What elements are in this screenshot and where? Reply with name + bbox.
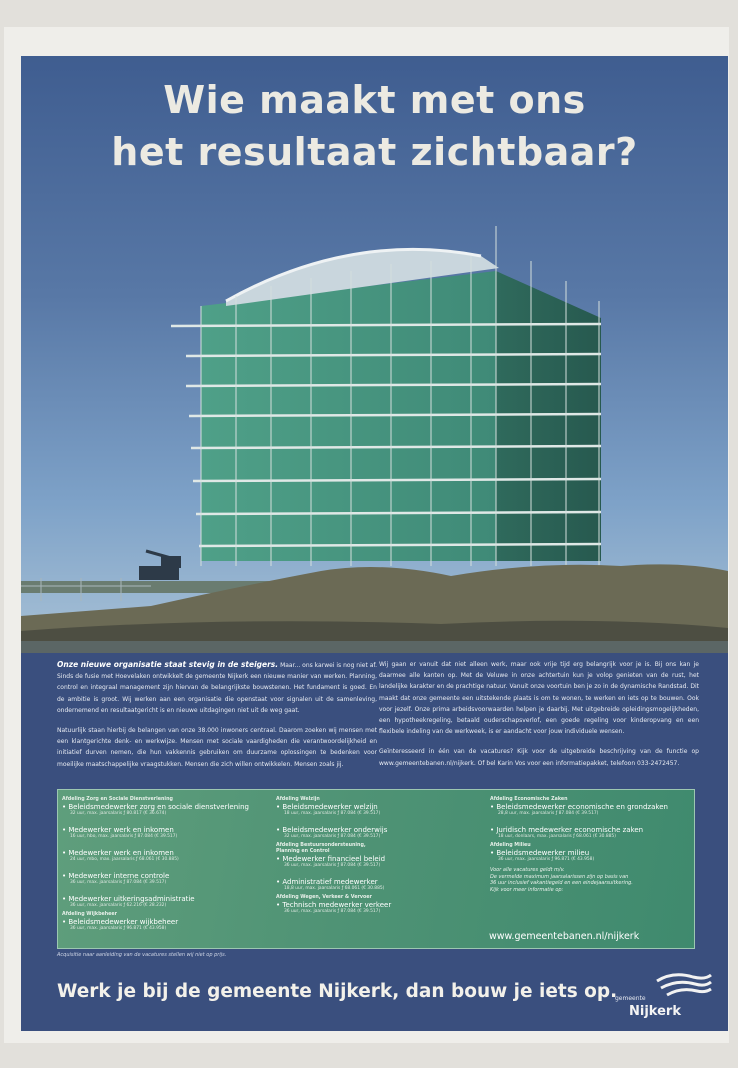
vacancy-note: Kijk voor meer informatie op: — [490, 886, 564, 893]
scaffolding-building-photo — [21, 56, 728, 653]
vacancy-title: • Beleidsmedewerker milieu — [490, 849, 590, 857]
department-label: Planning en Control — [276, 849, 330, 854]
headline — [21, 74, 728, 178]
intro-lead: Onze nieuwe organisatie staat stevig in de steigers. — [57, 660, 279, 669]
vacancy-details: 18,8 uur, max. jaarsalaris ƒ 68.061 (€ 30.885) — [284, 886, 385, 891]
headline-line-1: Wie maakt met ons — [163, 78, 586, 122]
vacancy-title: • Administratief medewerker — [276, 878, 378, 886]
vacancy-details: 36 uur, max. jaarsalaris ƒ 87.084 (€ 39.517) — [284, 863, 381, 868]
department-label: Afdeling Wegen, Verkeer & Vervoer — [276, 895, 372, 900]
department-label: Afdeling Economische Zaken — [490, 797, 568, 802]
department-label: Afdeling Wijkbeheer — [62, 912, 118, 917]
vacancy-note: Voor alle vacatures geldt m/v. — [490, 867, 565, 873]
vacancies-box — [57, 789, 695, 949]
vacancy-details: 16 uur, hbo, max. jaarsalaris ƒ 87.084 (€ 39.517) — [70, 834, 178, 839]
vacancies-website-link[interactable]: www.gemeentebanen.nl/nijkerk — [489, 931, 640, 942]
department-label: Afdeling Milieu — [490, 843, 531, 848]
vacancies-column-2 — [276, 797, 481, 924]
ad-body — [21, 653, 728, 1031]
vacancy-title: • Medewerker uitkeringsadministratie — [62, 895, 195, 903]
vacancy-title: • Technisch medewerker verkeer — [276, 901, 392, 909]
vacancy-details: 36 uur, max. jaarsalaris ƒ 87.084 (€ 39.517) — [284, 909, 381, 914]
department-label: Afdeling Bestuursondersteuning, — [276, 843, 366, 848]
vacancy-title: • Juridisch medewerker economische zaken — [490, 826, 644, 834]
vacancy-details: 32 uur, max. jaarsalaris ƒ 80.817 (€ 36.674) — [70, 811, 167, 816]
vacancy-note: De vermelde maximum jaarsalarissen zijn op basis van — [490, 873, 629, 880]
vacancy-details: 36 uur, max. jaarsalaris ƒ 87.084 (€ 39.517) — [70, 880, 167, 885]
job-advertisement — [21, 56, 728, 1031]
vacancy-title: • Beleidsmedewerker welzijn — [276, 803, 378, 811]
department-label: Afdeling Zorg en Sociale Dienstverlening — [62, 797, 173, 802]
intro-paragraph-4: Geïnteresseerd in één van de vacatures? Kijk voor de uitgebreide beschrijving van de functie op www.gemeentebanen.nl/nijkerk. Of bel Karin Vos voor een informatiepakket, telefoon 033-2472457. — [379, 748, 699, 767]
intro-paragraph-1 — [57, 659, 377, 716]
vacancy-details: 28,8 uur, max. jaarsalaris ƒ 87.084 (€ 39.517) — [498, 811, 599, 816]
vacancy-title: • Medewerker werk en inkomen — [62, 826, 174, 834]
vacancy-details: 24 uur, mbo, max. jaarsalaris ƒ 68.061 (€ 30.885) — [70, 857, 179, 862]
logo-municipality-label: gemeente — [615, 995, 646, 1002]
vacancy-details: 36 uur, max. jaarsalaris ƒ 96.871 (€ 43.958) — [70, 926, 167, 931]
vacancy-details: 36 uur, max. jaarsalaris ƒ 62.216 (€ 28.232) — [70, 903, 167, 908]
vacancies-column-3 — [490, 797, 695, 893]
vacancy-details: 32 uur, max. jaarsalaris ƒ 87.084 (€ 39.517) — [284, 834, 381, 839]
vacancy-note: 36 uur inclusief vakantiegeld en een eindejaarsuitkering. — [490, 880, 633, 886]
slogan: Werk je bij de gemeente Nijkerk, dan bouw je iets op. — [57, 981, 618, 1002]
vacancy-title: • Beleidsmedewerker zorg en sociale dienstverlening — [62, 803, 249, 811]
vacancy-title: • Medewerker financieel beleid — [276, 855, 386, 863]
intro-paragraph-2: Natuurlijk staan hierbij de belangen van onze 38.000 inwoners centraal. Daarom zoeken wij mensen met een klantgerichte denk- en werkwijze. Mensen met sociale vaardigheden die verantwoordelijkheid en initiatief durven nemen, die hun vakkennis gebruiken om duurzame oplossingen te bedenken voor moeilijke maatschappelijke vraagstukken. Mensen die zich willen ontwikkelen. Mensen zoals jij. — [57, 727, 377, 768]
vacancy-details: 36 uur, max. jaarsalaris ƒ 96.871 (€ 43.958) — [498, 857, 595, 862]
intro-paragraph-3: Wij gaan er vanuit dat niet alleen werk, maar ook vrije tijd erg belangrijk voor je is. Bij ons kan je daarmee alle kanten op. Met de Veluwe in onze achtertuin kun je volop genieten van de rust, het landelijke karakter en de prachtige natuur. Vanuit onze voortuin ben je zo in de dynamische Randstad. Dit maakt dat onze gemeente een uitstekende plaats is om te wonen, te werken en iets op te bouwen. Ook voor jezelf. Onze prima arbeidsvoorwaarden helpen je daarbij. Met uitgebreide opleidingsmogelijkheden, een hypotheekregeling, betaald ouderschapsverlof, een goede regeling voor kinderopvang en een flexibele indeling van de werkweek, is er aandacht voor jouw individuele wensen. — [379, 661, 699, 736]
vacancy-title: • Beleidsmedewerker wijkbeheer — [62, 918, 179, 926]
vacancy-details: 18 uur, max. jaarsalaris ƒ 87.084 (€ 39.517) — [284, 811, 381, 816]
vacancy-title: • Beleidsmedewerker onderwijs — [276, 826, 388, 834]
department-label: Afdeling Welzijn — [276, 797, 320, 802]
vacancy-title: • Medewerker werk en inkomen — [62, 849, 174, 857]
acquisition-footnote: Acquisitie naar aanleiding van de vacatures stellen wij niet op prijs. — [57, 952, 227, 958]
intro-column-left — [57, 659, 377, 779]
vacancy-title: • Medewerker interne controle — [62, 872, 170, 880]
vacancy-title: • Beleidsmedewerker economische en grondzaken — [490, 803, 668, 811]
nijkerk-logo — [615, 971, 715, 1021]
headline-line-2: het resultaat zichtbaar? — [111, 130, 638, 174]
intro-column-right — [379, 659, 699, 778]
vacancies-column-1 — [62, 797, 267, 941]
wave-logo-icon — [653, 971, 713, 1003]
logo-town-name: Nijkerk — [629, 1004, 681, 1019]
intro-text-1: Maar... ons karwei is nog niet af. Sinds de fusie met Hoevelaken ontwikkelt de gemeente Nijkerk een nieuwe manier van werken. Planning, control en integraal management zijn hiervan de belangrijkste bouwstenen. Het fundament is goed. En de ambitie is groot. Wij werken aan een organisatie die openstaat voor signalen uit de samenleving, ondernemend en resultaatgericht is en nieuwe uitdagingen niet uit de weg gaat. — [57, 662, 377, 714]
vacancy-details: 18 uur, donlaars, max. jaarsalaris ƒ 68.061 (€ 30.885) — [498, 834, 616, 839]
